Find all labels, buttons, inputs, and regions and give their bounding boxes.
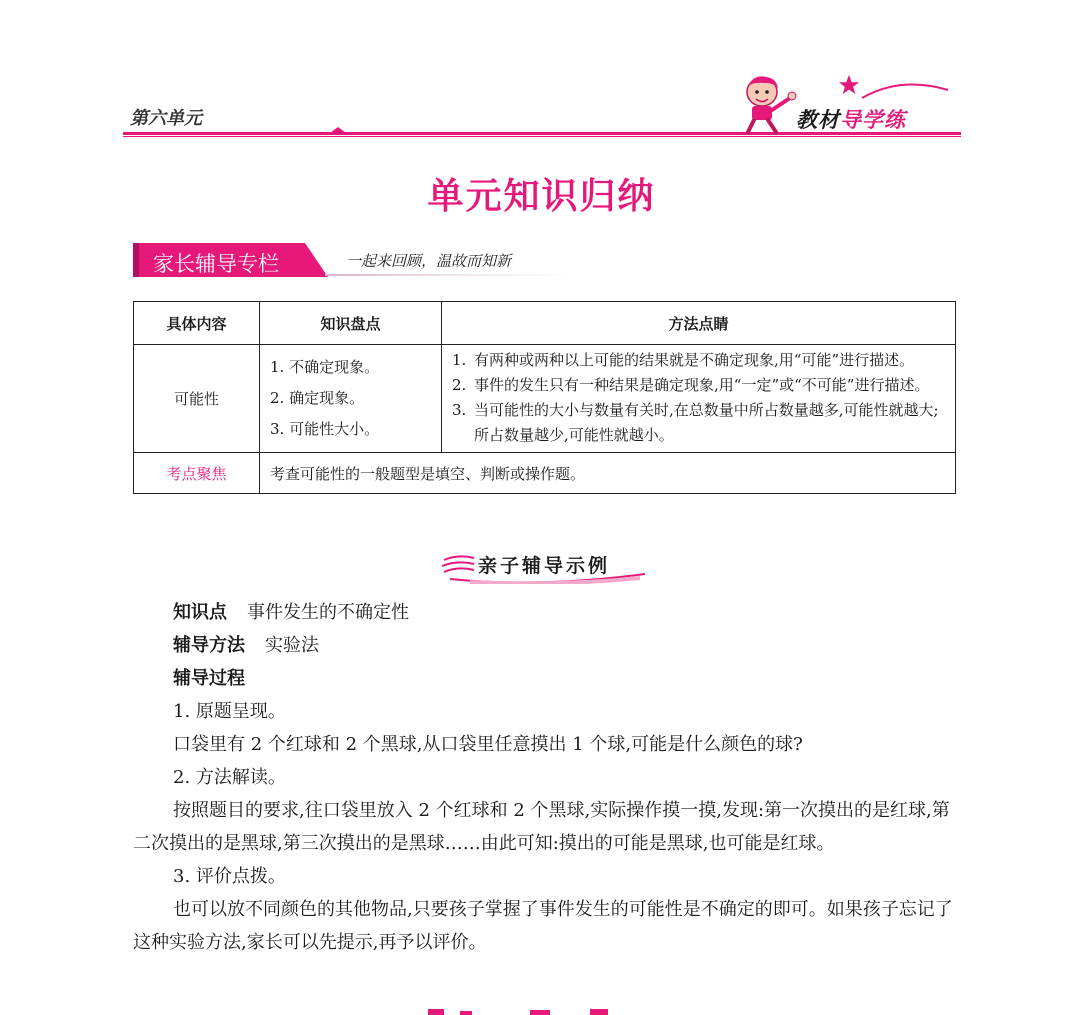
brand-logo: 教材导学练 <box>796 108 906 132</box>
point-item: 2. 确定现象。 <box>270 389 365 407</box>
step-heading: 3. 评价点拨。 <box>173 866 286 887</box>
method-line: 辅导方法 实验法 <box>173 635 319 656</box>
focus-label: 考点聚焦 <box>134 453 260 494</box>
table-header: 具体内容 <box>134 302 260 345</box>
table-header: 方法点睛 <box>442 302 956 345</box>
method-item: 1. 有两种或两种以上可能的结果就是不确定现象,用“可能”进行描述。 <box>452 351 915 369</box>
cut-off-decoration <box>420 1002 660 1015</box>
banner-label: 家长辅导专栏 <box>153 252 279 276</box>
banner-subtitle: 一起来回顾，温故而知新 <box>346 252 512 270</box>
comment-text: 也可以放不同颜色的其他物品,只要孩子掌握了事件发生的可能性是不确定的即可。如果孩子忘记了这种实验方法,家长可以先提示,再予以评价。 <box>133 899 953 953</box>
unit-label: 第六单元 <box>130 108 202 129</box>
knowledge-table <box>133 301 956 494</box>
method-item: 2. 事件的发生只有一种结果是确定现象,用“一定”或“不可能”进行描述。 <box>452 376 930 394</box>
example-body <box>133 596 956 959</box>
point-item: 1. 不确定现象。 <box>270 358 380 376</box>
page-title: 单元知识归纳 <box>427 175 656 217</box>
question-text: 口袋里有 2 个红球和 2 个黑球,从口袋里任意摸出 1 个球,可能是什么颜色的球? <box>173 734 803 755</box>
banner-underline <box>325 274 570 276</box>
methods-cell <box>442 345 956 453</box>
header-rule-marker <box>330 127 346 133</box>
swoosh-decoration <box>860 80 950 102</box>
point-item: 3. 可能性大小。 <box>270 420 380 438</box>
step-heading: 1. 原题呈现。 <box>173 701 286 722</box>
step-heading: 2. 方法解读。 <box>173 767 286 788</box>
mascot-icon <box>732 70 802 136</box>
table-row <box>134 345 956 453</box>
points-cell <box>260 345 442 453</box>
table-header-row <box>134 302 956 345</box>
table-header: 知识盘点 <box>260 302 442 345</box>
star-icon <box>838 74 860 96</box>
focus-text: 考查可能性的一般题型是填空、判断或操作题。 <box>260 453 956 494</box>
table-row <box>134 453 956 494</box>
explain-text: 按照题目的要求,往口袋里放入 2 个红球和 2 个黑球,实际操作摸一摸,发现:第一次摸出的是红球,第二次摸出的是黑球,第三次摸出的是黑球……由此可知:摸出的可能是黑球,也可能是红球。 <box>133 800 950 854</box>
knowledge-point-line: 知识点 事件发生的不确定性 <box>173 602 409 623</box>
process-heading: 辅导过程 <box>173 668 245 689</box>
header-rule-thin <box>123 136 961 137</box>
topic-cell: 可能性 <box>134 345 260 453</box>
method-item: 3. 当可能性的大小与数量有关时,在总数量中所占数量越多,可能性就越大;所占数量越少,可能性就越小。 <box>452 401 939 444</box>
section-title: 亲子辅导示例 <box>478 555 611 577</box>
